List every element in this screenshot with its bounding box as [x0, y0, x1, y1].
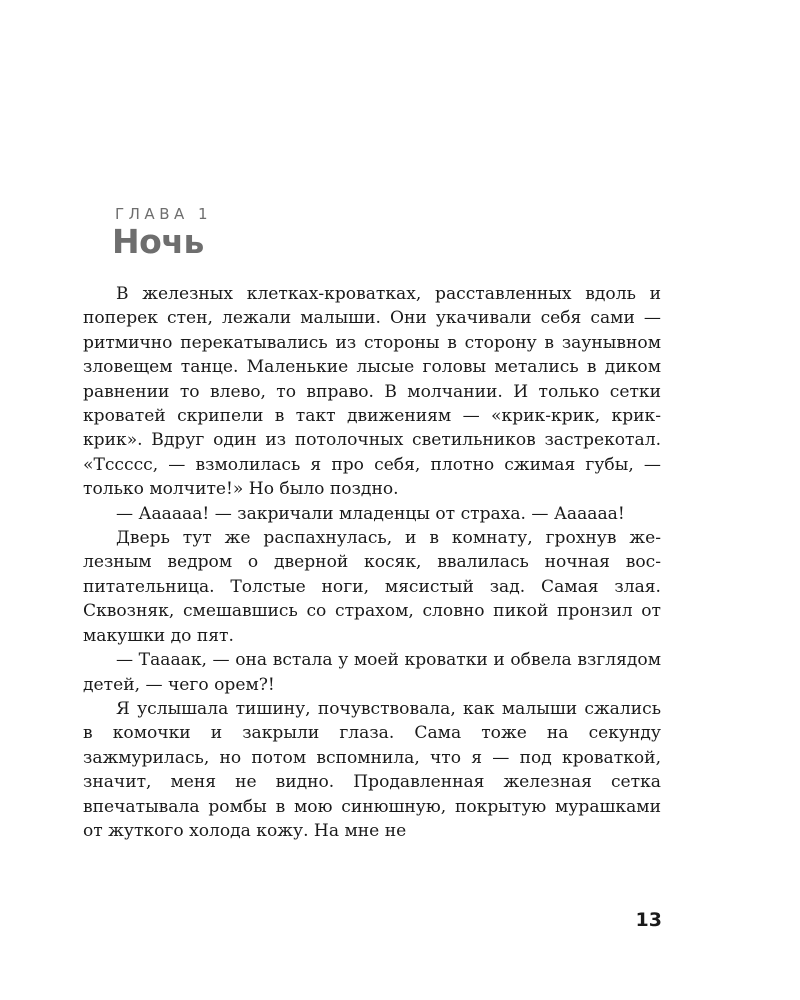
- page-number: 13: [635, 909, 662, 931]
- body-text: [83, 282, 661, 843]
- paragraph: — Аааааа! — закричали младенцы от страха. — Аааааа!: [116, 503, 625, 524]
- paragraph: — Таааак, — она встала у моей кроватки и обвела взглядом детей, — чего орем?!: [83, 650, 661, 695]
- paragraph: Дверь тут же распахнулась, и в комнату, грохнув железным ведром о дверной косяк, ввалилась ночная воспитательница. Толстые ноги, мясистый зад. Самая злая. Сквозняк, смешавшись со страхом, словно пикой пронзил от макушки до пят.: [83, 528, 661, 646]
- paragraph: В железных клетках-кроватках, расставленных вдоль и поперек стен, лежали малыши. Они укачивали себя сами — ритмично перекатывались из стороны в сторону в заунывном зловещем танце. Маленькие лысые головы метались в диком равнении то влево, то вправо. В молчании. И только сетки кроватей скрипели в такт движениям — «крик-крик, крик-крик». Вдруг один из потолочных светильников застрекотал. «Тссссс, — взмолилась я про себя, плотно сжимая губы, — только молчите!» Но было поздно.: [83, 284, 661, 500]
- chapter-title: Ночь: [112, 222, 204, 261]
- chapter-label: ГЛАВА 1: [115, 205, 213, 223]
- paragraph: Я услышала тишину, почувствовала, как малыши сжались в комочки и закрыли глаза. Сама тоже на секунду зажмурилась, но потом вспомнила, что я — под кроваткой, значит, меня не видно. Продавленная железная сетка впечатывала ромбы в мою синюшную, покрытую мурашками от жуткого холода кожу. На мне не: [83, 698, 661, 841]
